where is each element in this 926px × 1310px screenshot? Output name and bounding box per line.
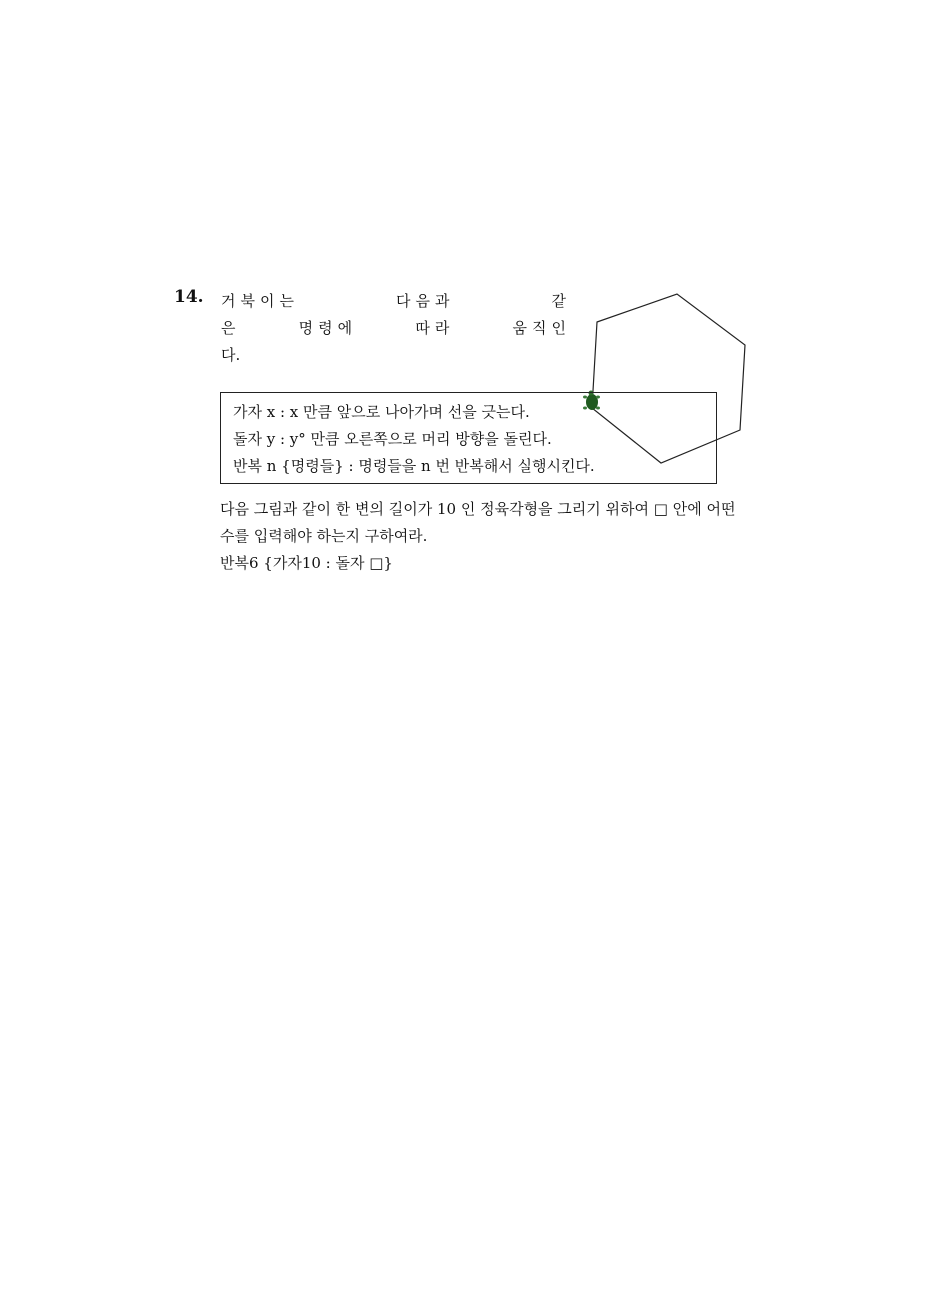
intro-word: 움직인 [512, 319, 571, 337]
command-definitions-box [220, 392, 717, 484]
question-number: 14. [174, 287, 204, 307]
prompt-code-line: 반복6 {가자10 : 돌자 □} [220, 554, 393, 572]
command-repeat: 반복 n {명령들} : 명령들을 n 번 반복해서 실행시킨다. [233, 457, 595, 475]
intro-word: 따라 [415, 319, 455, 337]
command-forward: 가자 x : x 만큼 앞으로 나아가며 선을 긋는다. [233, 403, 530, 421]
intro-row-2 [221, 315, 571, 342]
intro-word: 은 [221, 319, 241, 337]
question-intro [221, 288, 571, 369]
intro-word: 거북이는 [221, 292, 299, 310]
prompt-line-2: 수를 입력해야 하는지 구하여라. [220, 527, 428, 545]
intro-row-1 [221, 288, 571, 315]
command-turn: 돌자 y : y° 만큼 오른쪽으로 머리 방향을 돌린다. [233, 430, 552, 448]
intro-word: 같 [551, 292, 571, 310]
prompt-line-1: 다음 그림과 같이 한 변의 길이가 10 인 정육각형을 그리기 위하여 □ 안에 어떤 [220, 500, 736, 518]
intro-word: 명령에 [298, 319, 358, 337]
intro-word: 다음과 [395, 292, 455, 310]
question-prompt [220, 496, 760, 577]
intro-last: 다. [221, 346, 241, 364]
